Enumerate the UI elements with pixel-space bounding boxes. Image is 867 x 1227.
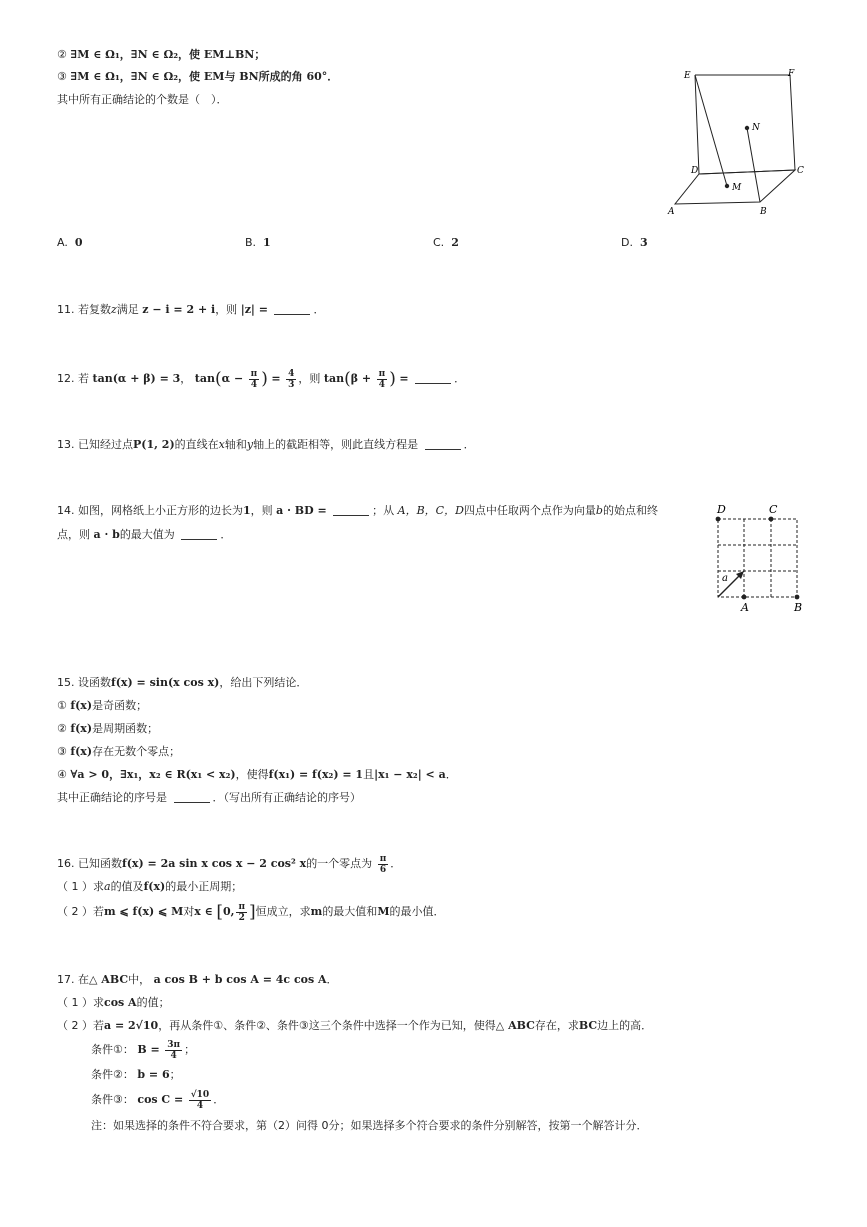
q15-answer-line: 其中正确结论的序号是 ．（写出所有正确结论的序号） bbox=[57, 791, 361, 804]
fig-label-d: D bbox=[691, 166, 699, 176]
q16-stem: 16. 已知函数f(x) = 2a sin x cos x − 2 cos² x的一个零点为 $\frac{\pi}{6}$ ． bbox=[57, 853, 402, 875]
q14-line-1: 14. 如图，网格纸上小正方形的边长为1，则 a · BD = ；从 A，B，C，D四点中任取两个点作为向量b的始点和终 bbox=[57, 504, 658, 517]
q11-answer-blank[interactable] bbox=[274, 304, 310, 315]
grid-label-b: B bbox=[794, 601, 803, 614]
grid-label-vec-a: a bbox=[722, 573, 728, 584]
q17-stem: 17. 在△ ABC中， a cos B + b cos A = 4c cos A． bbox=[57, 973, 338, 986]
q15-answer-blank[interactable] bbox=[174, 792, 210, 803]
q11-line: 11. 若复数z满足 z − i = 2 + i，则 |z| = ． bbox=[57, 303, 325, 316]
q17-condition-3: 条件③： cos C = $\frac{√10}{4}$ ． bbox=[91, 1089, 225, 1111]
q15-item-1: ① f(x)是奇函数； bbox=[57, 699, 148, 712]
grid-label-c: C bbox=[769, 503, 778, 516]
grid-label-d: D bbox=[717, 503, 726, 516]
q14-line-2: 点，则 a · b的最大值为 ． bbox=[57, 528, 232, 541]
q15-item-4: ④ ∀a > 0，∃x₁，x₂ ∈ R(x₁ < x₂)，使得f(x₁) = f(x₂) = 1且|x₁ − x₂| < a． bbox=[57, 768, 457, 781]
fig-label-b: B bbox=[760, 207, 767, 217]
q17-condition-2: 条件②： b = 6； bbox=[91, 1068, 181, 1081]
q15-item-3: ③ f(x)存在无数个零点； bbox=[57, 745, 181, 758]
q14-answer-blank-2[interactable] bbox=[181, 529, 217, 540]
q17-note: 注：如果选择的条件不符合要求，第（2）问得 0分；如果选择多个符合要求的条件分别解答，按第一个解答计分． bbox=[91, 1119, 648, 1132]
q14-grid-figure bbox=[705, 500, 815, 618]
q10-condition-3: ③ ∃M ∈ Ω₁，∃N ∈ Ω₂，使 EM与 BN所成的角 60°． bbox=[57, 70, 339, 83]
q10-option-a[interactable]: A. 0 bbox=[57, 236, 83, 249]
q12-line: 12. 若 tan(α + β) = 3， tan(α − $\frac{\pi}{4}$ ) = $\frac{4}{3}$ ，则 tan(β + $\frac{\pi}{4}$ ) = ． bbox=[57, 368, 466, 390]
q17-condition-1: 条件①： B = $\frac{3\pi}{4}$ ； bbox=[91, 1039, 196, 1061]
q17-part-1: （ 1 ）求cos A的值； bbox=[57, 996, 170, 1009]
fig-label-e: E bbox=[684, 71, 691, 81]
fig-label-f: F bbox=[788, 69, 795, 79]
q10-option-b[interactable]: B. 1 bbox=[245, 236, 271, 249]
q10-option-c[interactable]: C. 2 bbox=[433, 236, 459, 249]
fig-label-n: N bbox=[752, 123, 760, 133]
q17-part-2: （ 2 ）若a = 2√10，再从条件①、条件②、条件③这三个条件中选择一个作为已知，使得△ ABC存在，求BC边上的高． bbox=[57, 1019, 653, 1032]
q10-question: 其中所有正确结论的个数是（ ）． bbox=[57, 93, 228, 106]
grid-label-a: A bbox=[741, 601, 749, 614]
q14-answer-blank-1[interactable] bbox=[333, 505, 369, 516]
fig-label-c: C bbox=[797, 166, 804, 176]
q10-condition-2: ② ∃M ∈ Ω₁，∃N ∈ Ω₂，使 EM⊥BN； bbox=[57, 48, 266, 61]
q16-part-2: （ 2 ）若m ⩽ f(x) ⩽ M对x ∈ [0, $\frac{\pi}{2}$ ]恒成立，求m的最大值和M的最小值． bbox=[57, 901, 445, 923]
q13-line: 13. 已知经过点P(1, 2)的直线在x轴和y轴上的截距相等，则此直线方程是 ． bbox=[57, 438, 475, 451]
q15-item-2: ② f(x)是周期函数； bbox=[57, 722, 159, 735]
q13-answer-blank[interactable] bbox=[425, 439, 461, 450]
q12-answer-blank[interactable] bbox=[415, 373, 451, 384]
fig-label-m: M bbox=[732, 183, 742, 193]
fig-label-a: A bbox=[668, 207, 675, 217]
q10-option-d[interactable]: D. 3 bbox=[621, 236, 648, 249]
q10-figure bbox=[660, 62, 820, 222]
q16-part-1: （ 1 ）求a的值及f(x)的最小正周期； bbox=[57, 880, 243, 893]
q15-stem: 15. 设函数f(x) = sin(x cos x)，给出下列结论． bbox=[57, 676, 308, 689]
